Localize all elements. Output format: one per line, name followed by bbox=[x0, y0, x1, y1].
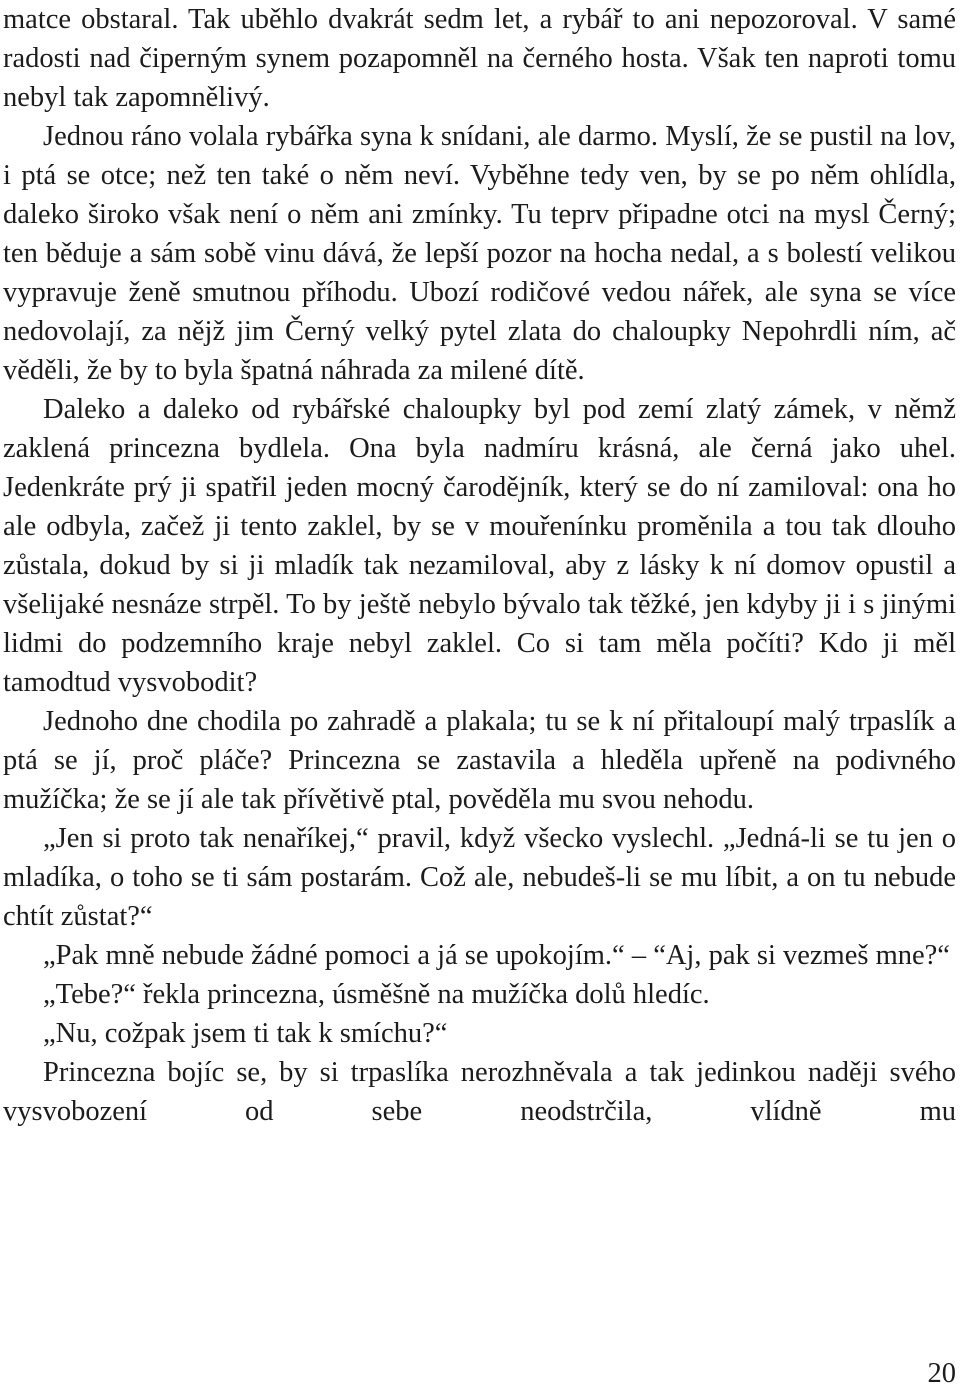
paragraph-continued: matce obstaral. Tak uběhlo dvakrát sedm let, a rybář to ani nepozoroval. V samé radosti nad čiperným synem pozapomněl na černého hosta. Však ten naproti tomu nebyl tak zapomnělivý. bbox=[3, 4, 956, 113]
page-body-text bbox=[3, 0, 956, 1131]
page-number: 20 bbox=[927, 1358, 956, 1389]
dialogue-paragraph: „Jen si proto tak nenaříkej,“ pravil, když všecko vyslechl. „Jedná-li se tu jen o mladíka, o toho se ti sám postarám. Což ale, nebudeš-li se mu líbit, a on tu nebude chtít zůstat?“ bbox=[3, 823, 956, 932]
dialogue-paragraph: „Nu, cožpak jsem ti tak k smíchu?“ bbox=[43, 1018, 448, 1049]
paragraph: Jednoho dne chodila po zahradě a plakala; tu se k ní přitaloupí malý trpaslík a ptá se jí, proč pláče? Princezna se zastavila a hleděla upřeně na podivného mužíčka; že se jí ale tak přívětivě ptal, pověděla mu svou nehodu. bbox=[3, 706, 956, 815]
dialogue-paragraph: „Tebe?“ řekla princezna, úsměšně na mužíčka dolů hledíc. bbox=[43, 979, 710, 1010]
paragraph: Jednou ráno volala rybářka syna k snídani, ale darmo. Myslí, že se pustil na lov, i ptá se otce; než ten také o něm neví. Vyběhne tedy ven, by se po něm ohlídla, daleko široko však není o něm ani zmínky. Tu teprv připadne otci na mysl Černý; ten běduje a sám sobě vinu dává, že lepší pozor na hocha nedal, a s bolestí velikou vypravuje ženě smutnou příhodu. Ubozí rodičové vedou nářek, ale syna se více nedovolají, za nějž jim Černý velký pytel zlata do chaloupky Nepohrdli ním, ač věděli, že by to byla špatná náhrada za milené dítě. bbox=[3, 121, 956, 386]
paragraph-continues-next-page: Princezna bojíc se, by si trpaslíka nerozhněvala a tak jedinkou naději svého vysvobození od sebe neodstrčila, vlídně mu bbox=[3, 1057, 956, 1127]
paragraph: Daleko a daleko od rybářské chaloupky byl pod zemí zlatý zámek, v němž zaklená princezna bydlela. Ona byla nadmíru krásná, ale černá jako uhel. Jedenkráte prý ji spatřil jeden mocný čarodějník, který se do ní zamiloval: ona ho ale odbyla, začež ji tento zaklel, by se v mouřenínku proměnila a tou tak dlouho zůstala, dokud by si ji mladík tak nezamiloval, aby z lásky k ní domov opustil a všelijaké nesnáze strpěl. To by ještě nebylo bývalo tak těžké, jen kdyby ji i s jinými lidmi do podzemního kraje nebyl zaklel. Co si tam měla počíti? Kdo ji měl tamodtud vysvobodit? bbox=[3, 394, 956, 698]
dialogue-paragraph: „Pak mně nebude žádné pomoci a já se upokojím.“ – “Aj, pak si vezmeš mne?“ bbox=[43, 940, 950, 971]
